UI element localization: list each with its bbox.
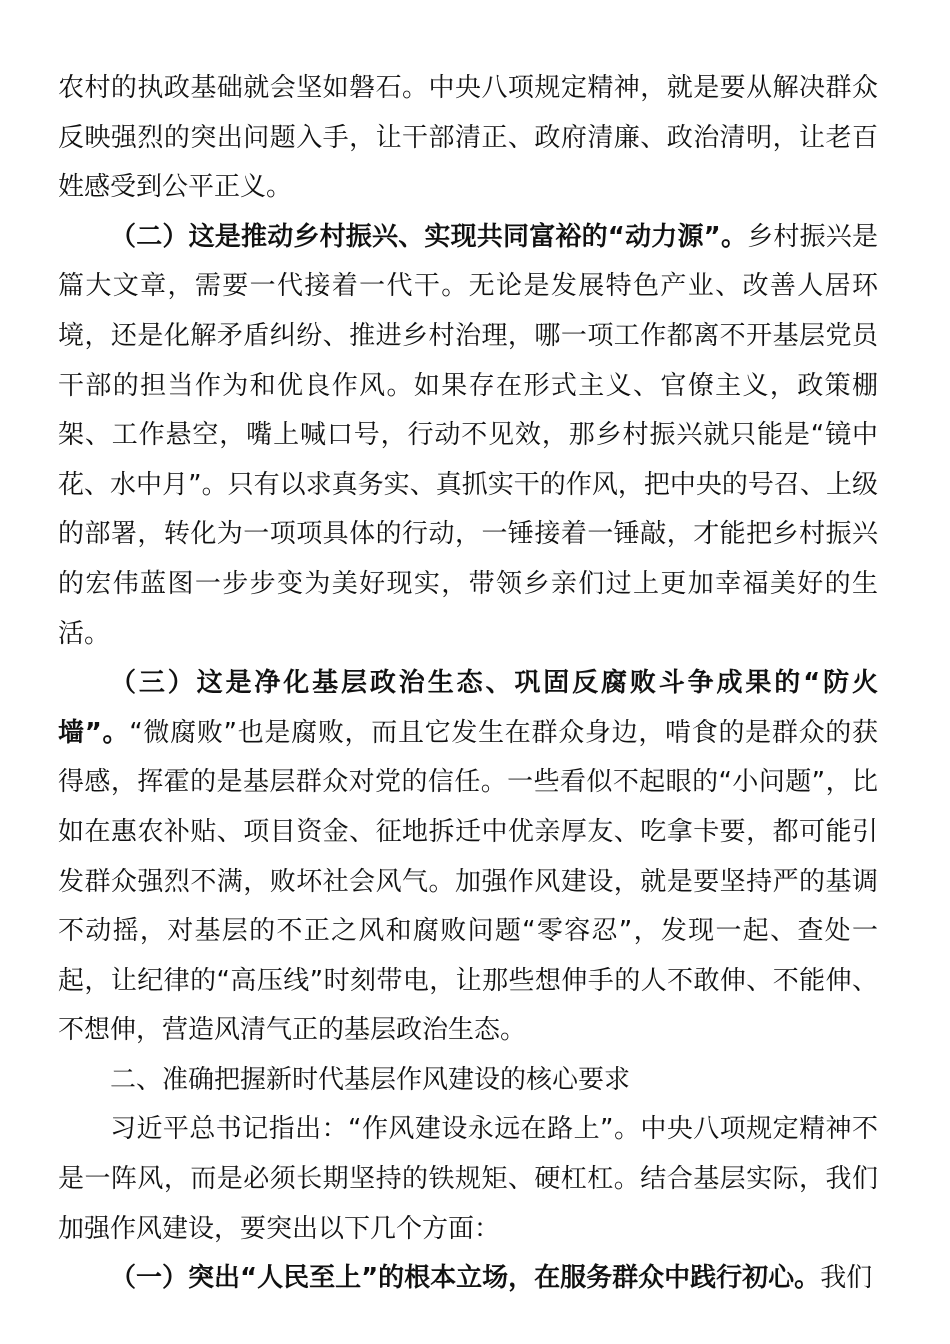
paragraph-rural-foundation xyxy=(58,64,878,213)
subheading-power-source: （二）这是推动乡村振兴、实现共同富裕的“动力源”。 xyxy=(110,221,748,252)
paragraph-text: 农村的执政基础就会坚如磐石。中央八项规定精神，就是要从解决群众反映强烈的突出问题入手，让干部清正、政府清廉、政治清明，让老百姓感受到公平正义。 xyxy=(58,73,878,203)
subheading-firewall: （三）这是净化基层政治生态、巩固反腐败斗争成果的“防火墙”。 xyxy=(58,668,878,748)
paragraph-xi-quote xyxy=(58,1105,878,1254)
paragraph-rural-revitalization xyxy=(58,213,878,659)
document-page xyxy=(58,64,878,1304)
paragraph-text: 乡村振兴是篇大文章，需要一代接着一代干。无论是发展特色产业、改善人居环境，还是化解矛盾纠纷、推进乡村治理，哪一项工作都离不开基层党员干部的担当作为和优良作风。如果存在形式主义、官僚主义，政策棚架、工作悬空，嘴上喊口号，行动不见效，那乡村振兴就只能是“镜中花、水中月”。只有以求真务实、真抓实干的作风，把中央的号召、上级的部署，转化为一项项具体的行动，一锤接着一锤敲，才能把乡村振兴的宏伟蓝图一步步变为美好现实，带领乡亲们过上更加幸福美好的生活。 xyxy=(58,221,878,649)
paragraph-text: “微腐败”也是腐败，而且它发生在群众身边，啃食的是群众的获得感，挥霍的是基层群众对党的信任。一些看似不起眼的“小问题”，比如在惠农补贴、项目资金、征地拆迁中优亲厚友、吃拿卡要，都可能引发群众强烈不满，败坏社会风气。加强作风建设，就是要坚持严的基调不动摇，对基层的不正之风和腐败问题“零容忍”，发现一起、查处一起，让纪律的“高压线”时刻带电，让那些想伸手的人不敢伸、不能伸、不想伸，营造风清气正的基层政治生态。 xyxy=(58,717,878,1046)
paragraph-people-first xyxy=(58,1254,878,1304)
paragraph-firewall xyxy=(58,659,878,1056)
section-heading-2 xyxy=(58,1056,878,1106)
section-title: 二、准确把握新时代基层作风建设的核心要求 xyxy=(110,1064,631,1095)
paragraph-text: 我们 xyxy=(820,1263,873,1294)
subheading-people-first: （一）突出“人民至上”的根本立场，在服务群众中践行初心。 xyxy=(110,1263,821,1294)
paragraph-text: 习近平总书记指出：“作风建设永远在路上”。中央八项规定精神不是一阵风，而是必须长期坚持的铁规矩、硬杠杠。结合基层实际，我们加强作风建设，要突出以下几个方面： xyxy=(58,1114,878,1244)
